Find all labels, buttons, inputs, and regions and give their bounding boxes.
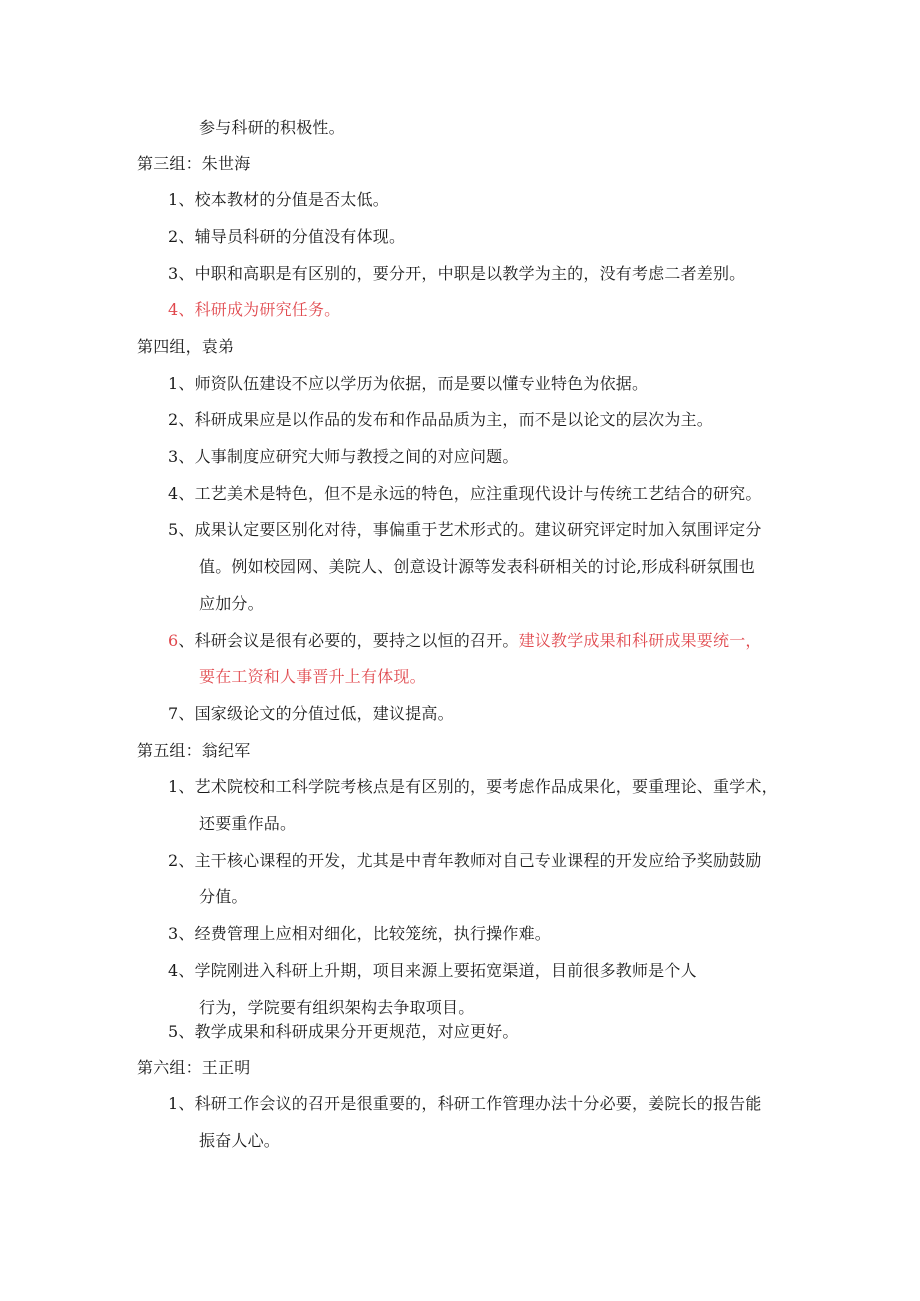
group-5-item-1: 1、艺术院校和工科学院考核点是有区别的，要考虑作品成果化，要重理论、重学术，	[168, 777, 778, 796]
group-4-item-6-text: 、科研会议是很有必要的，要持之以恒的召开。	[178, 631, 519, 650]
group-3-item-3: 3、中职和高职是有区别的，要分开，中职是以教学为主的，没有考虑二者差别。	[168, 264, 746, 283]
group-3-header: 第三组：朱世海	[137, 154, 251, 173]
group-5-item-5: 5、教学成果和科研成果分开更规范，对应更好。	[168, 1022, 519, 1041]
group-5-header: 第五组：翁纪军	[137, 741, 251, 760]
group-5-item-4-cont: 行为，学院要有组织架构去争取项目。	[199, 998, 475, 1017]
group-4-item-5-cont-2: 应加分。	[199, 594, 264, 613]
group-4-item-7: 7、国家级论文的分值过低，建议提高。	[168, 704, 454, 723]
group-4-item-6-cont: 要在工资和人事晋升上有体现。	[199, 667, 426, 686]
group-4-item-3: 3、人事制度应研究大师与教授之间的对应问题。	[168, 447, 519, 466]
intro-continuation: 参与科研的积极性。	[199, 118, 345, 137]
group-5-item-2: 2、主干核心课程的开发，尤其是中青年教师对自己专业课程的开发应给予奖励鼓励	[168, 851, 762, 870]
group-4-item-1: 1、师资队伍建设不应以学历为依据，而是要以懂专业特色为依据。	[168, 374, 649, 393]
group-4-item-4: 4、工艺美术是特色，但不是永远的特色，应注重现代设计与传统工艺结合的研究。	[168, 484, 762, 503]
group-3-item-4: 4、科研成为研究任务。	[168, 300, 341, 319]
group-4-item-6-number: 6	[168, 631, 179, 650]
group-5-item-4: 4、学院刚进入科研上升期，项目来源上要拓宽渠道，目前很多教师是个人	[168, 961, 697, 980]
group-3-item-2: 2、辅导员科研的分值没有体现。	[168, 227, 406, 246]
group-4-item-5: 5、成果认定要区别化对待，事偏重于艺术形式的。建议研究评定时加入氛围评定分	[168, 520, 762, 539]
group-4-header: 第四组，袁弟	[137, 337, 235, 356]
group-5-item-1-cont: 还要重作品。	[199, 814, 297, 833]
group-6-item-1-cont: 振奋人心。	[199, 1131, 281, 1150]
group-4-item-2: 2、科研成果应是以作品的发布和作品品质为主，而不是以论文的层次为主。	[168, 410, 713, 429]
group-6-header: 第六组：王正明	[137, 1058, 251, 1077]
group-4-item-6	[168, 631, 762, 651]
group-4-item-5-cont-1: 值。例如校园网、美院人、创意设计源等发表科研相关的讨论,形成科研氛围也	[199, 557, 756, 576]
group-5-item-2-cont: 分值。	[199, 887, 248, 906]
group-5-item-3: 3、经费管理上应相对细化，比较笼统，执行操作难。	[168, 924, 551, 943]
group-6-item-1: 1、科研工作会议的召开是很重要的，科研工作管理办法十分必要，姜院长的报告能	[168, 1094, 762, 1113]
group-4-item-6-highlight: 建议教学成果和科研成果要统一，	[518, 631, 762, 650]
group-3-item-1: 1、校本教材的分值是否太低。	[168, 190, 389, 209]
